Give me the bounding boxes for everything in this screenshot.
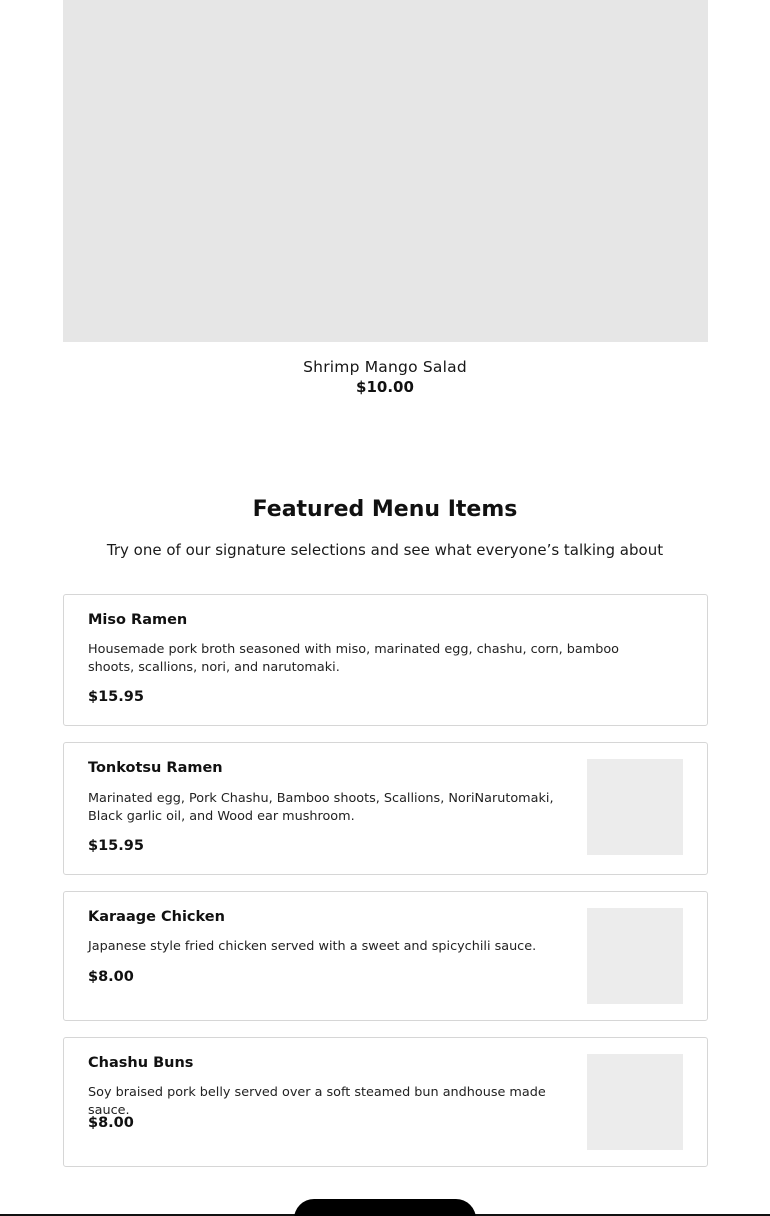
hero-item-name[interactable]: Shrimp Mango Salad	[303, 358, 467, 376]
menu-item-name: Miso Ramen	[88, 612, 188, 628]
menu-item-price: $8.00	[88, 1115, 134, 1131]
menu-item-card-tonkotsu-ramen[interactable]	[63, 742, 708, 875]
menu-item-image	[587, 759, 683, 855]
menu-item-name: Karaage Chicken	[88, 909, 225, 925]
hero-item-price: $10.00	[356, 378, 414, 396]
menu-item-description: Japanese style fried chicken served with a sweet and spicychili sauce.	[88, 939, 537, 954]
menu-item-image	[587, 1054, 683, 1150]
menu-item-name: Tonkotsu Ramen	[88, 760, 223, 776]
menu-item-card-miso-ramen[interactable]	[63, 594, 708, 726]
menu-item-description: Housemade pork broth seasoned with miso, marinated egg, chashu, corn, bamboo shoots, scallions, nori, and narutomaki.	[88, 642, 620, 675]
menu-item-card-chashu-buns[interactable]	[63, 1037, 708, 1167]
featured-section-title: Featured Menu Items	[252, 497, 518, 522]
menu-item-card-karaage-chicken[interactable]	[63, 891, 708, 1021]
menu-item-image	[587, 908, 683, 1004]
menu-item-price: $15.95	[88, 838, 144, 854]
menu-item-description: Soy braised pork belly served over a soft steamed bun andhouse made sauce.	[88, 1085, 546, 1118]
menu-item-description: Marinated egg, Pork Chashu, Bamboo shoots, Scallions, NoriNarutomaki, Black garlic oil, and Wood ear mushroom.	[88, 791, 554, 824]
featured-section-subtitle: Try one of our signature selections and see what everyone’s talking about	[106, 541, 664, 559]
hero-item-image[interactable]	[63, 0, 708, 342]
menu-item-price: $8.00	[88, 969, 134, 985]
menu-item-name: Chashu Buns	[88, 1055, 194, 1071]
view-menu-button[interactable]	[294, 1199, 476, 1216]
menu-item-price: $15.95	[88, 689, 144, 705]
